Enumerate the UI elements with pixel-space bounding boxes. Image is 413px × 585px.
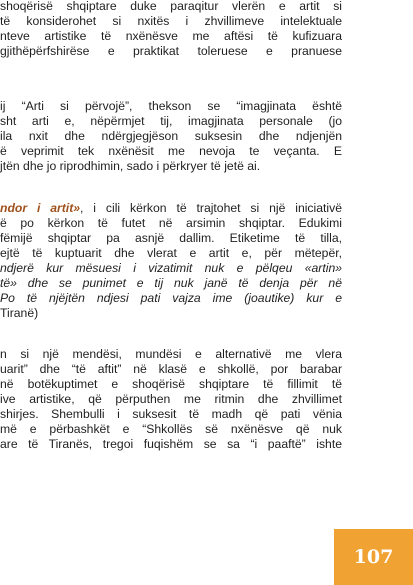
paragraph-4-line-3: në botëkuptimet e shoqërisë shqiptare të fillimit të <box>0 377 342 391</box>
paragraph-4-line-4: ive artistike, që përputhen me ritmin dhe zhvillimet <box>0 392 342 406</box>
paragraph-3-line-8: Tiranë) <box>0 306 39 320</box>
paragraph-4-line-6: më e përbashkët e “Shkollës së nxënësve që nuk <box>0 422 342 436</box>
paragraph-3-line-1-rest: , i cili kërkon të trajtohet si një iniciativë <box>80 201 342 215</box>
paragraph-2-line-1: ij “Arti si përvojë”, thekson se “imagjinata është <box>0 99 342 113</box>
quote-line-2: të» dhe se punimet e tij nuk janë të denja për në <box>0 276 342 290</box>
paragraph-2-line-4: ë veprimit tek nxënësit me nevoja te veçanta. E <box>0 144 342 158</box>
paragraph-3-line-4: ejtë të kuptuarit dhe vlerat e artit e, për mëtepër, <box>0 246 342 260</box>
quote-line-1: ndjerë kur mësuesi i vizatimit nuk e pëlqeu «artin» <box>0 261 342 275</box>
page-number-tab <box>334 529 413 585</box>
paragraph-1-line-4: gjithëpërfshirëse e praktikat toleruese e pranuese <box>0 44 342 58</box>
paragraph-4-line-5: shirjes. Shembulli i suksesit të madh që pati vënia <box>0 407 342 421</box>
paragraph-2-line-5: jtën dhe jo riprodhimin, sado i përkryer të jetë ai. <box>0 159 261 173</box>
paragraph-1-line-3: nteve artistike të nxënësve me aftësi të kufizuara <box>0 29 342 43</box>
paragraph-4-line-7: are të Tiranës, tregoi fuqishëm se sa “i paaftë” ishte <box>0 437 342 451</box>
paragraph-3-line-3: fëmijë shqiptar pa asnjë dallim. Etiketime të tilla, <box>0 231 342 245</box>
paragraph-1-line-2: të konsiderohet si nxitës i zhvillimeve intelektuale <box>0 14 342 28</box>
paragraph-1-line-1: shoqërisë shqiptare duke paraqitur vlerën e artit si <box>0 0 342 13</box>
paragraph-3-line-1 <box>0 201 342 216</box>
paragraph-2-line-2: sht arti e, nëpërmjet tij, imagjinata personale (jo <box>0 114 342 128</box>
emphasis-term: ndor i artit» <box>0 201 81 215</box>
paragraph-2-line-3: ila nxit dhe ndërgjegjëson suksesin dhe ndjenjën <box>0 129 342 143</box>
quote-line-3: Po të njëjtën ndjesi pati vajza ime (joautike) kur e <box>0 291 342 305</box>
paragraph-4-line-1: n si një mendësi, mundësi e alternativë me vlera <box>0 347 342 361</box>
paragraph-3-line-2: ë po kërkon të futet në arsimin shqiptar. Edukimi <box>0 216 342 230</box>
paragraph-4-line-2: uarit” dhe “të aftit” në klasë e shkollë, por barabar <box>0 362 342 376</box>
page-number: 107 <box>353 546 394 568</box>
